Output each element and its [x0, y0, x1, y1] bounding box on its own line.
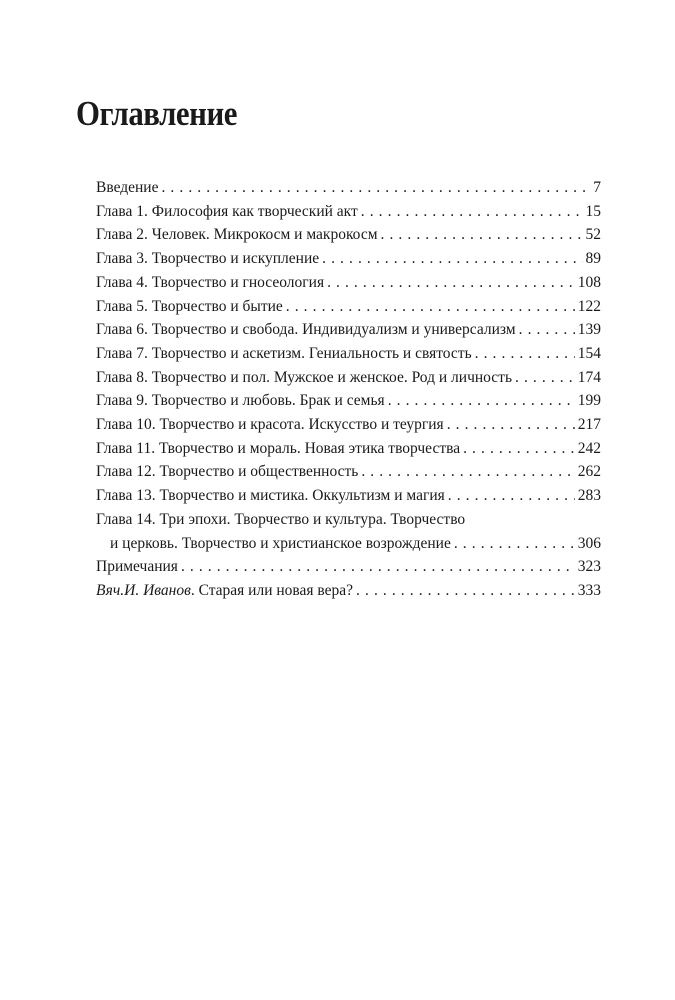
toc-leader [361, 460, 574, 484]
toc-entry-label: Глава 7. Творчество и аскетизм. Гениальность и святость [96, 344, 472, 362]
toc-entry[interactable] [96, 176, 601, 200]
toc-entry-label: Глава 5. Творчество и бытие [96, 297, 283, 315]
toc-entry-page: 139 [577, 321, 601, 339]
page-title: Оглавление [76, 94, 238, 133]
toc-entry-page: 154 [577, 344, 601, 362]
toc-entry-chapter-14[interactable] [96, 508, 601, 555]
toc-leader [515, 366, 575, 390]
toc-entry[interactable] [96, 484, 601, 508]
toc-leader [447, 413, 575, 437]
toc-entry-page: 108 [577, 273, 601, 291]
toc-entry-page: 15 [585, 202, 601, 220]
toc-leader [519, 318, 575, 342]
toc-entry-label: Глава 10. Творчество и красота. Искусство и теургия [96, 416, 444, 434]
toc-entry[interactable] [96, 413, 601, 437]
toc-leader [181, 555, 575, 579]
toc-entry-page: 174 [577, 368, 601, 386]
toc-entry-label: Глава 2. Человек. Микрокосм и макрокосм [96, 226, 378, 244]
table-of-contents [96, 176, 601, 603]
toc-entry-page: 52 [585, 226, 601, 244]
toc-entry[interactable] [96, 247, 601, 271]
toc-entry[interactable] [96, 318, 601, 342]
toc-leader [475, 342, 575, 366]
toc-entry-notes[interactable] [96, 555, 601, 579]
toc-entry-page: 283 [577, 487, 601, 505]
toc-entry-label: Глава 13. Творчество и мистика. Оккультизм и магия [96, 487, 445, 505]
toc-entry-label: Глава 6. Творчество и свобода. Индивидуализм и универсализм [96, 321, 516, 339]
toc-entry-label: Глава 12. Творчество и общественность [96, 463, 359, 481]
toc-entry-page: 199 [577, 392, 601, 410]
toc-entry-page: 333 [577, 581, 601, 599]
toc-leader [463, 437, 575, 461]
toc-entry-label: Глава 9. Творчество и любовь. Брак и семья [96, 392, 385, 410]
toc-entry-label: Глава 8. Творчество и пол. Мужское и женское. Род и личность [96, 368, 513, 386]
toc-entry-label: Глава 3. Творчество и искупление [96, 250, 320, 268]
toc-leader [327, 271, 575, 295]
toc-entry-page: 242 [577, 439, 601, 457]
toc-leader [361, 200, 583, 224]
toc-entry[interactable] [96, 389, 601, 413]
toc-entry[interactable] [96, 295, 601, 319]
toc-entry[interactable] [96, 437, 601, 461]
toc-entry[interactable] [96, 200, 601, 224]
appendix-author: Вяч.И. Иванов [96, 581, 191, 599]
toc-entry[interactable] [96, 460, 601, 484]
toc-leader [286, 295, 575, 319]
toc-entry-page: 7 [593, 179, 601, 196]
toc-entry-page: 217 [577, 416, 601, 434]
toc-leader [381, 223, 583, 247]
toc-entry-label-line-2: и церковь. Творчество и христианское возрождение [110, 534, 451, 552]
toc-entry-appendix[interactable] [96, 579, 601, 603]
toc-entry-page: 89 [585, 250, 601, 268]
toc-entry-page: 262 [577, 463, 601, 481]
toc-entry-page: 122 [577, 297, 601, 315]
toc-leader [356, 579, 575, 603]
toc-entry-page: 323 [577, 558, 601, 576]
toc-entry-page: 306 [577, 534, 601, 552]
toc-entry-label: Введение [96, 179, 159, 196]
toc-entry[interactable] [96, 342, 601, 366]
toc-entry[interactable] [96, 223, 601, 247]
toc-leader [161, 176, 590, 200]
toc-leader [388, 389, 575, 413]
toc-leader [448, 484, 575, 508]
toc-leader [322, 247, 582, 271]
toc-entry-label-line-1: Глава 14. Три эпохи. Творчество и культура. Творчество [96, 510, 466, 528]
toc-entry[interactable] [96, 366, 601, 390]
toc-entry-label: Глава 1. Философия как творческий акт [96, 202, 358, 220]
toc-entry[interactable] [96, 271, 601, 295]
toc-entry-label: Примечания [96, 558, 178, 576]
toc-leader [454, 532, 575, 556]
appendix-title: . Старая или новая вера? [190, 581, 354, 599]
toc-entry-label [96, 579, 353, 603]
toc-entry-label: Глава 4. Творчество и гносеология [96, 273, 325, 291]
toc-entry-label: Глава 11. Творчество и мораль. Новая этика творчества [96, 439, 461, 457]
